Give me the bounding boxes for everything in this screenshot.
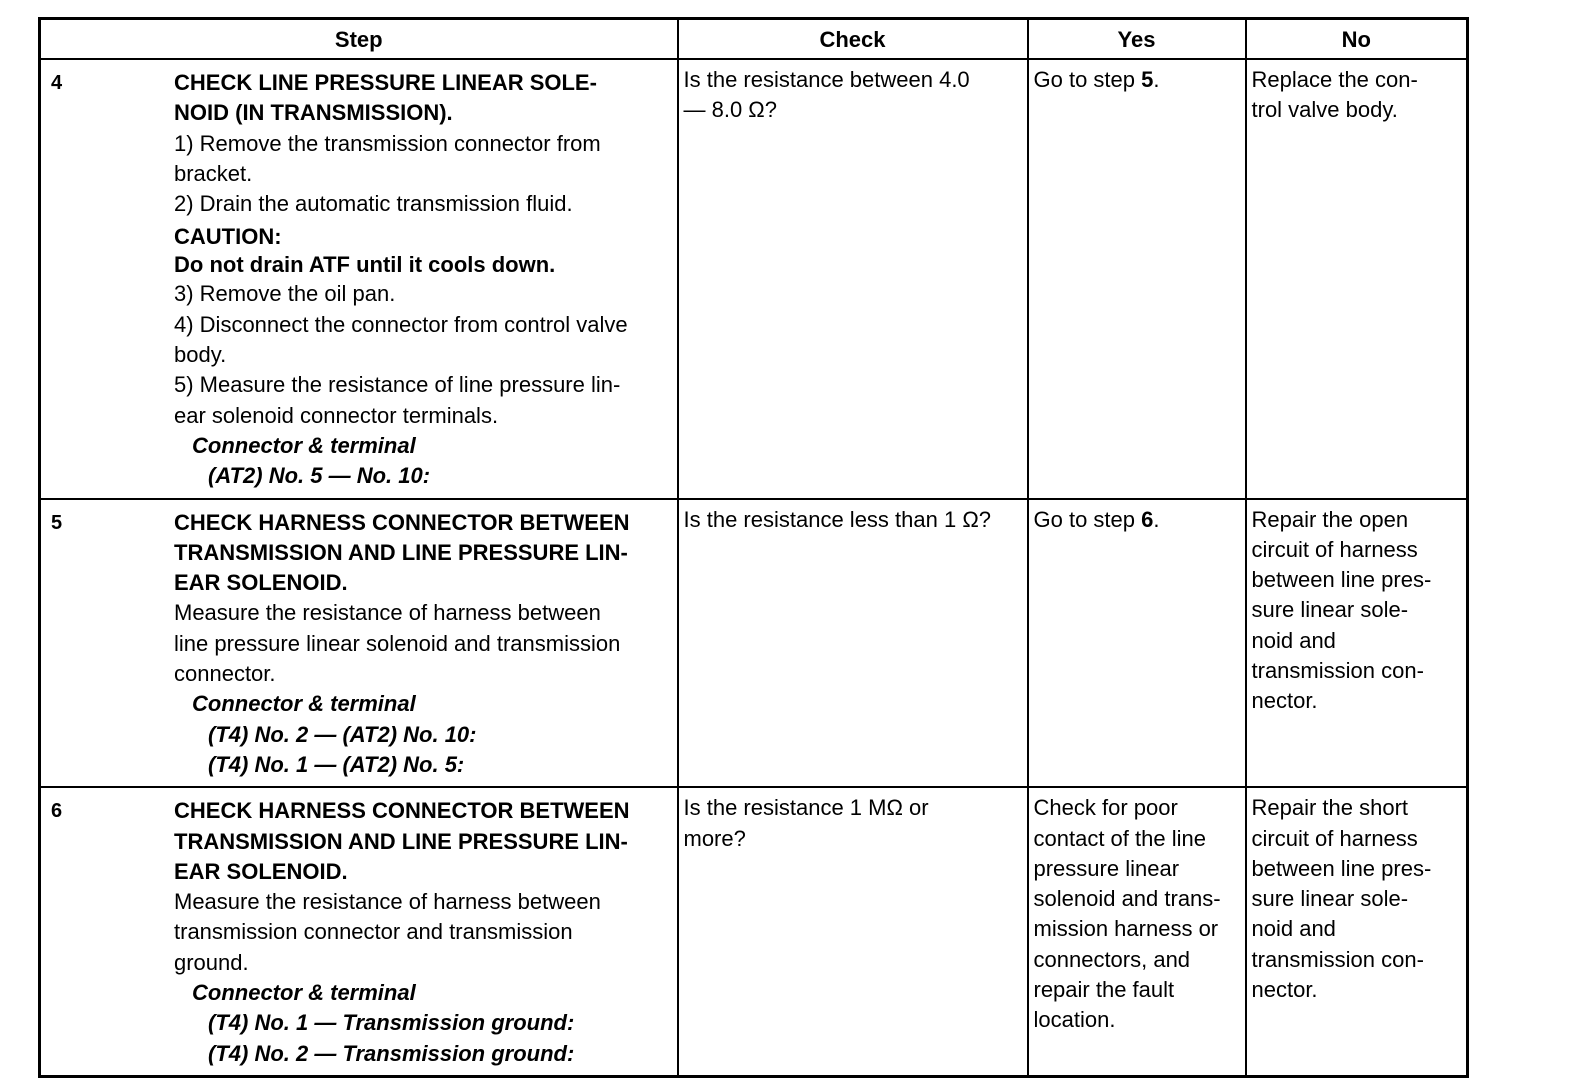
yes-text: Check for poor [1033,795,1178,821]
diagnostic-table [38,17,1469,1078]
connector-terminal-item: (AT2) No. 5 — No. 10: [208,463,431,489]
step-line: transmission connector and transmission [174,919,573,945]
step-line: Measure the resistance of harness between [174,600,601,626]
yes-cell [1028,787,1246,1076]
connector-terminal-heading: Connector & terminal [192,980,416,1006]
no-text: transmission con- [1251,946,1424,972]
step-line: bracket. [174,160,253,186]
step-number: 4 [51,72,63,94]
yes-text: Go to step [1033,506,1142,532]
yes-text: location. [1033,1007,1116,1033]
check-text: Is the resistance less than 1 Ω? [683,506,991,532]
connector-terminal-heading: Connector & terminal [192,691,416,717]
header-step: Step [40,19,678,60]
yes-text: solenoid and trans- [1033,886,1221,912]
step-title: TRANSMISSION AND LINE PRESSURE LIN- [174,539,628,565]
no-cell [1246,499,1468,788]
step-title: EAR SOLENOID. [174,858,348,884]
step-title: CHECK HARNESS CONNECTOR BETWEEN [174,509,630,535]
table-row [40,59,1468,499]
no-text: sure linear sole- [1251,597,1409,623]
header-check: Check [678,19,1028,60]
step-body [166,793,672,1072]
yes-step-ref: 6 [1141,506,1154,532]
step-cell [40,499,678,788]
no-text: between line pres- [1251,567,1432,593]
step-line: 2) Drain the automatic transmission fluid. [174,191,573,217]
step-title: CHECK LINE PRESSURE LINEAR SOLE- [174,70,597,95]
yes-text-end: . [1153,67,1160,92]
step-cell [40,787,678,1076]
step-line: connector. [174,661,276,687]
no-text: Replace the con- [1251,67,1418,92]
yes-text: mission harness or [1033,916,1219,942]
no-text: nector. [1251,977,1318,1003]
step-title: NOID (IN TRANSMISSION). [174,100,453,126]
check-cell [678,59,1028,499]
yes-step-ref: 5 [1141,67,1154,92]
caution-heading: CAUTION: [174,224,282,250]
yes-text: contact of the line [1033,825,1206,851]
step-number: 6 [51,800,63,823]
step-line: body. [174,342,227,368]
check-cell [678,787,1028,1076]
step-line: 5) Measure the resistance of line pressure lin- [174,372,621,398]
header-yes: Yes [1028,19,1246,60]
connector-terminal-item: (T4) No. 2 — (AT2) No. 10: [208,721,477,747]
header-no: No [1246,19,1468,60]
caution-text: Do not drain ATF until it cools down. [174,252,556,278]
step-line: ground. [174,949,249,975]
connector-terminal-item: (T4) No. 2 — Transmission ground: [208,1040,575,1066]
check-text: Is the resistance between 4.0 [683,67,970,92]
header-row [40,19,1468,60]
yes-cell [1028,59,1246,499]
no-cell [1246,59,1468,499]
step-line: 4) Disconnect the connector from control valve [174,311,628,337]
connector-terminal-heading: Connector & terminal [192,432,416,458]
no-text: Repair the short [1251,795,1409,821]
step-title: EAR SOLENOID. [174,570,348,596]
step-number: 5 [51,511,63,534]
no-text: between line pres- [1251,855,1432,881]
no-text: circuit of harness [1251,825,1418,851]
no-text: sure linear sole- [1251,886,1409,912]
check-text: more? [683,825,746,851]
no-text: transmission con- [1251,658,1424,684]
check-text: — 8.0 Ω? [683,97,777,123]
table-row [40,787,1468,1076]
yes-text: connectors, and [1033,946,1191,972]
step-title: CHECK HARNESS CONNECTOR BETWEEN [174,798,630,824]
step-title: TRANSMISSION AND LINE PRESSURE LIN- [174,828,628,854]
no-cell [1246,787,1468,1076]
check-cell [678,499,1028,788]
yes-text-end: . [1153,506,1160,532]
no-text: noid and [1251,916,1336,942]
no-text: noid and [1251,627,1336,653]
step-cell [40,59,678,499]
yes-text: Go to step [1033,67,1142,92]
step-line: 1) Remove the transmission connector from [174,130,601,156]
step-body [166,505,672,784]
yes-text: pressure linear [1033,855,1180,881]
no-text: Repair the open [1251,506,1409,532]
yes-text: repair the fault [1033,977,1175,1003]
connector-terminal-item: (T4) No. 1 — Transmission ground: [208,1010,575,1036]
step-line: line pressure linear solenoid and transmission [174,630,621,656]
check-text: Is the resistance 1 MΩ or [683,795,929,821]
step-body [166,65,672,495]
connector-terminal-item: (T4) No. 1 — (AT2) No. 5: [208,751,465,777]
no-text: circuit of harness [1251,536,1418,562]
step-line: ear solenoid connector terminals. [174,402,499,428]
step-line: Measure the resistance of harness between [174,889,601,915]
step-line: 3) Remove the oil pan. [174,281,396,307]
no-text: nector. [1251,688,1318,714]
table-row [40,499,1468,788]
yes-cell [1028,499,1246,788]
no-text: trol valve body. [1251,97,1398,123]
